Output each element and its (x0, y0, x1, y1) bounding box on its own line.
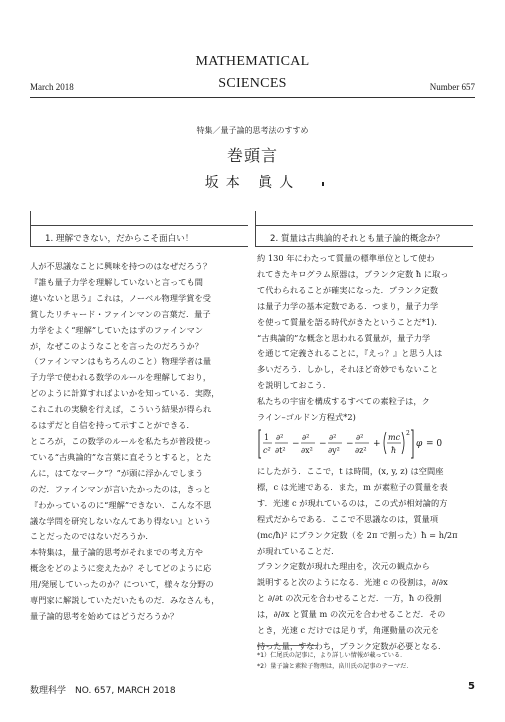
body-line: 力学をよく“理解”していたはずのファインマン (30, 324, 204, 335)
equation-graphic (258, 427, 478, 461)
svg-text:−: − (292, 439, 300, 449)
footnote-1: *1）仁尾氏の記事に，より詳しい情報が載っている． (257, 652, 407, 659)
body-line: は量子力学の基本定数である．つまり，量子力学 (257, 300, 439, 311)
body-line: 子力学で使われる数学のルールを理解しており， (30, 372, 212, 383)
body-line: 賞したリチャード・ファインマンの言葉だ．量子 (30, 308, 211, 319)
section1-heading: 1. 理解できない，だからこそ面白い！ (30, 225, 248, 247)
body-line: 私たちの宇宙を構成するすべての素粒子は，ク (257, 396, 430, 407)
body-line: と ∂/∂t の次元を合わせることだ．一方，ħ の役割 (257, 593, 442, 604)
body-line: を使って質量を語る時代がきたということだ*1)． (257, 316, 443, 327)
body-line: “古典論的”な概念と思われる質量が，量子力学 (257, 332, 431, 343)
body-line: が現れていることだ． (257, 545, 340, 556)
svg-text:−: − (346, 439, 354, 449)
body-line: す．光速 c が現れているのは，この式が相対論的方 (257, 497, 448, 508)
body-line: 用/発展していったのか？について，様々な分野の (30, 579, 214, 590)
section2-body-before (257, 251, 477, 426)
body-line: 『わかっているのに“理解”できない．こんな不思 (30, 499, 212, 510)
article-author: 坂本 眞人 (204, 175, 301, 191)
article-title: 巻頭言 (226, 146, 278, 165)
svg-text:∂²: ∂² (302, 433, 310, 442)
svg-text:∂z²: ∂z² (355, 446, 367, 455)
body-line: (mc/ħ)² にプランク定数（を 2π で割った）ħ = h/2π (257, 529, 458, 540)
svg-text:∂²: ∂² (276, 433, 284, 442)
svg-text:+: + (373, 439, 381, 449)
body-line: を通じて定義されることに，『えっ？』と思う人は (257, 348, 443, 359)
svg-text:c²: c² (263, 446, 271, 455)
body-line: 人が不思議なことに興味を持つのはなぜだろう？ (30, 261, 212, 271)
klein-gordon-equation (258, 427, 478, 464)
body-line: これこれの実験を行えば，こういう結果が得られ (30, 404, 212, 415)
body-line: 議な学問を研究しないなんてあり得ない』という (30, 515, 212, 526)
svg-text:∂x²: ∂x² (301, 446, 313, 455)
svg-text:∂²: ∂² (356, 433, 364, 442)
body-line: とき，光速 c だけでは足りず，角運動量の次元を (257, 625, 439, 636)
svg-text:1: 1 (264, 433, 270, 442)
body-line: 持った量，すなわち，プランク定数が必要となる． (257, 640, 447, 651)
stray-mark (322, 182, 324, 186)
body-line: れてきたキログラム原器は，プランク定数 ħ に取っ (257, 268, 449, 279)
svg-text:∂²: ∂² (329, 433, 337, 442)
footnote-rule (257, 645, 317, 646)
body-line: ことだったのではないだろうか． (30, 531, 154, 542)
body-line: のだ．ファインマンが言いたかったのは，きっと (30, 483, 212, 494)
body-line: ている“古典論的”な言葉に直そうとすると，とた (30, 451, 212, 462)
body-line: 専門家に解説していただいたものだ．みなさんも， (30, 595, 220, 606)
issue-date: March 2018 (30, 82, 74, 92)
body-line: 『誰も量子力学を理解していないと言っても間 (30, 276, 203, 287)
svg-text:∂y²: ∂y² (328, 446, 340, 455)
body-line: んに，はてなマーク“？”が頭に浮かんでしまう (30, 467, 204, 478)
body-line: どのように計算すればよいかを知っている．実際， (30, 388, 220, 399)
body-line: が，なぜこのようなことを言ったのだろうか？ (30, 340, 203, 351)
body-line: 多いだろう．しかし，それほど奇妙でもないこと (257, 364, 439, 375)
section1-body (30, 259, 250, 625)
body-line: 概念をどのように変えたか？そしてどのように応 (30, 563, 212, 574)
section2-heading: 2. 質量は古典論的それとも量子論的概念か？ (255, 225, 473, 247)
masthead-title-line2: SCIENCES (218, 76, 287, 91)
issue-number: Number 657 (429, 82, 475, 92)
body-line: プランク定数が現れた理由を，次元の観点から (257, 561, 430, 572)
masthead-title-line1: MATHEMATICAL (195, 54, 310, 69)
page-number: 5 (468, 681, 475, 692)
body-line: 程式だからである．ここで不思議なのは，質量項 (257, 513, 439, 524)
journal-footer: 数理科学 NO. 657, MARCH 2018 (30, 686, 176, 696)
body-line: 標，c は光速である．また，m が素粒子の質量を表 (257, 481, 448, 492)
body-line: は，∂/∂x と質量 m の次元を合わせることだ．その (257, 609, 446, 620)
svg-text:= 0: = 0 (426, 439, 443, 449)
body-line: るはずだと自信を持って示すことができる． (30, 420, 195, 431)
body-line: （ファインマンはもちろんのこと）物理学者は量 (30, 356, 212, 367)
body-line: ところが，この数学のルールを私たちが普段使っ (30, 435, 212, 446)
footnote-2: *2）量子論と素粒子物理は，畠川氏の記事のテーマだ． (257, 663, 413, 670)
section2-body-after (257, 464, 477, 655)
svg-text:2: 2 (406, 430, 410, 437)
svg-text:mc: mc (388, 433, 401, 442)
body-line: にしたがう．ここで，t は時間，(x, y, z) は空間座 (257, 466, 444, 476)
body-line: 違いないと思う』これは，ノーベル物理学賞を受 (30, 292, 211, 303)
body-line: ライン–ゴルドン方程式*2) (257, 412, 356, 423)
body-line: を説明しておこう． (257, 380, 332, 391)
svg-text:φ: φ (416, 439, 423, 449)
series-label: 特集／量子論的思考法のすすめ (196, 126, 309, 135)
svg-text:∂t²: ∂t² (275, 446, 286, 455)
svg-text:ħ: ħ (391, 446, 397, 455)
body-line: 本特集は，量子論的思考がそれまでの考え方や (30, 547, 203, 558)
body-line: 量子論的思考を始めてはどうだろうか？ (30, 610, 179, 621)
body-line: て代わられることが確実になった．プランク定数 (257, 284, 439, 295)
body-line: 説明すると次のようになる．光速 c の役割は，∂/∂x (257, 577, 448, 588)
svg-text:−: − (319, 439, 327, 449)
masthead-rule (30, 97, 475, 98)
body-line: 約 130 年にわたって質量の標準単位として使わ (257, 253, 435, 263)
